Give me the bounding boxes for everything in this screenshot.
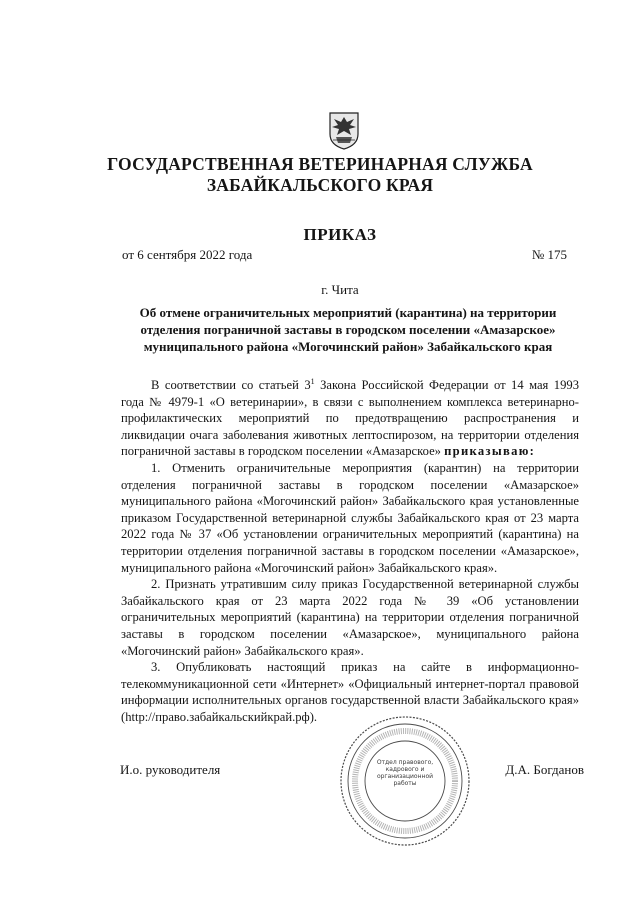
document-date: от 6 сентября 2022 года xyxy=(122,247,253,262)
preamble-text-start: В соответствии со статьей 3 xyxy=(151,378,311,392)
stamp-text: Отдел правового, кадрового и организационной работы xyxy=(376,759,434,787)
document-city: г. Чита xyxy=(321,282,359,297)
order-command: приказываю: xyxy=(444,444,536,459)
order-item-3: 3. Опубликовать настоящий приказ на сайте в информационно-телекоммуникационной сети «Интернет» «Официальный интернет-портал правовой информации исполнительных органов государственной власти Забайкальского края» (http://право.забайкальскийкрай.рф). xyxy=(121,660,579,724)
signer-position: И.о. руководителя xyxy=(120,762,221,777)
document-body xyxy=(121,377,579,725)
document-title: Об отмене ограничительных мероприятий (карантина) на территории отделения пограничной заставы в городском поселении «Амазарское» муниципального района «Могочинский район» Забайкальского края xyxy=(139,305,557,354)
preamble-text-end: Закона Российской Федерации от 14 мая 1993 года № 4979-1 «О ветеринарии», в связи с выполнением комплекса ветеринарно-профилактических мероприятий по предотвращению распространения и ликвидации очага заболевания животных лептоспирозом, на территории отделения пограничной заставы в городском поселении «Амазарское» xyxy=(121,378,579,459)
document-type-heading: ПРИКАЗ xyxy=(303,225,377,244)
preamble-paragraph xyxy=(121,377,579,460)
organization-name-line-1: ГОСУДАРСТВЕННАЯ ВЕТЕРИНАРНАЯ СЛУЖБА xyxy=(107,154,533,174)
document-number: № 175 xyxy=(531,247,567,262)
order-item-1: 1. Отменить ограничительные мероприятия (карантин) на территории отделения пограничной заставы в городском поселении «Амазарское» муниципального района «Могочинский район» Забайкальского края установленные приказом Государственной ветеринарной службы Забайкальского края от 23 марта 2022 года № 37 «Об установлении ограничительных мероприятий (карантина) на территории отделения пограничной заставы в городском поселении «Амазарское», муниципального района «Могочинский район» Забайкальского края». xyxy=(121,460,579,575)
preamble-superscript: 1 xyxy=(310,376,315,386)
order-item-2: 2. Признать утратившим силу приказ Государственной ветеринарной службы Забайкальского края от 23 марта 2022 года № 39 «Об установлении ограничительных мероприятий (карантина) на территории отделения пограничной заставы в городском поселении «Амазарское», муниципального района «Могочинский район» Забайкальского края». xyxy=(121,577,579,658)
signer-name: Д.А. Богданов xyxy=(505,762,584,777)
coat-of-arms-icon xyxy=(327,110,361,150)
organization-name-line-2: ЗАБАЙКАЛЬСКОГО КРАЯ xyxy=(206,175,434,195)
